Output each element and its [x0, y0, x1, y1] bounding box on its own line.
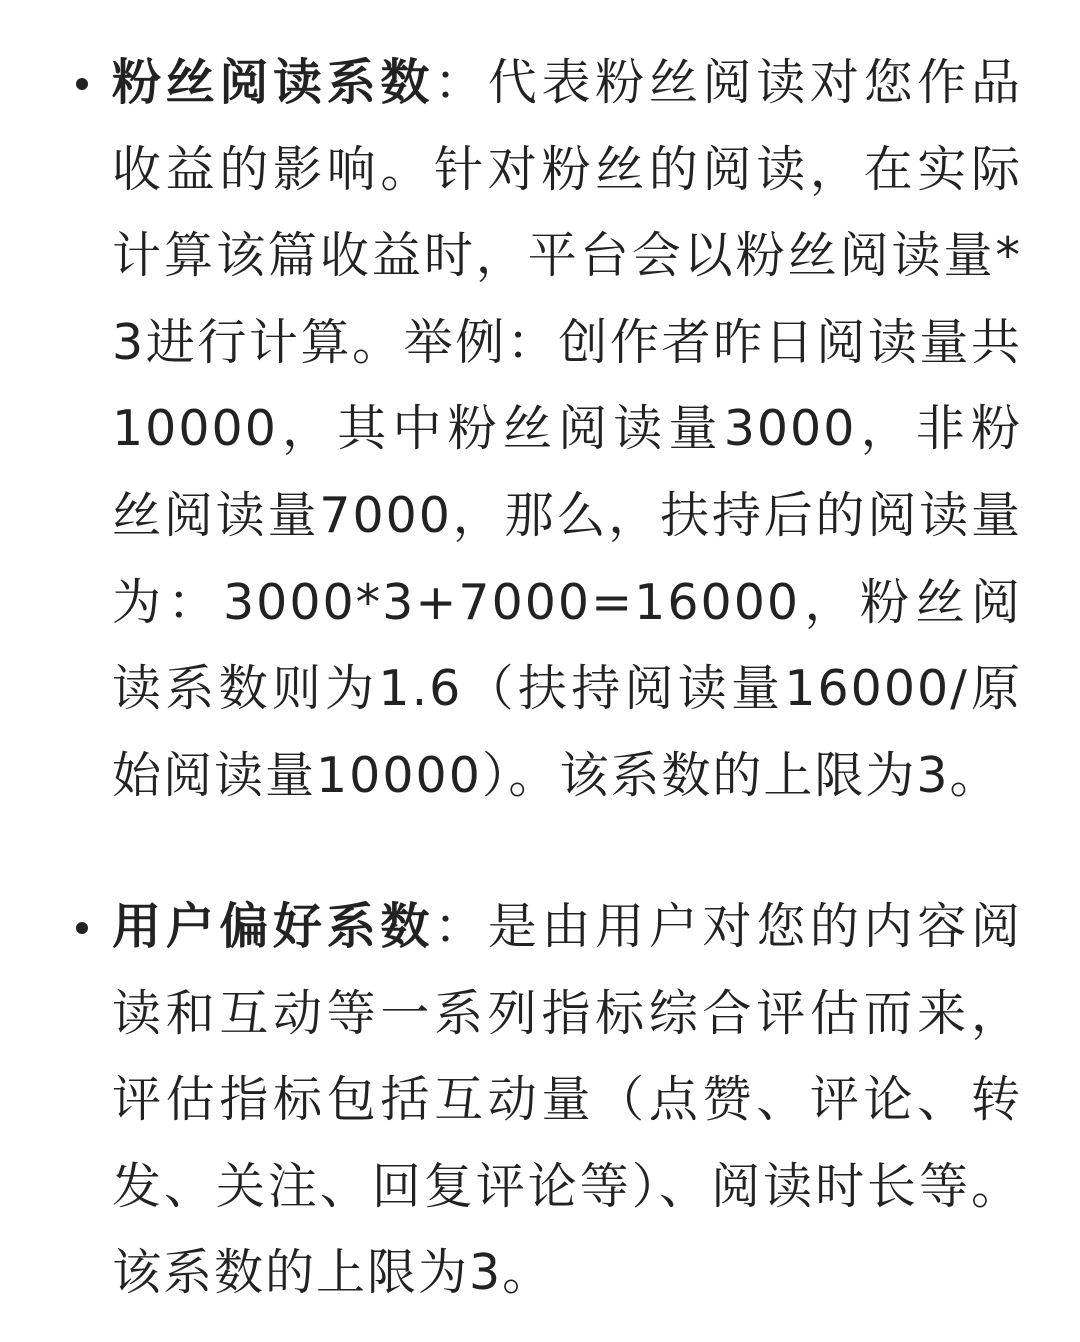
bullet-paragraph [112, 40, 1022, 819]
term-description: 是由用户对您的内容阅读和互动等一系列指标综合评估而来，评估指标包括互动量（点赞、评论、转发、关注、回复评论等）、阅读时长等。该系数的上限为3。 [112, 898, 1022, 1302]
term-separator: ： [434, 898, 488, 955]
bullet-paragraph [112, 884, 1022, 1317]
term-label: 粉丝阅读系数 [112, 54, 435, 111]
term-description: 代表粉丝阅读对您作品收益的影响。针对粉丝的阅读，在实际计算该篇收益时，平台会以粉丝阅读量*3进行计算。举例：创作者昨日阅读量共10000，其中粉丝阅读量3000，非粉丝阅读量7000，那么，扶持后的阅读量为：3000*3+7000=16000，粉丝阅读系数则为1.6（扶持阅读量16000/原始阅读量10000）。该系数的上限为3。 [112, 54, 1022, 804]
term-separator: ： [434, 54, 488, 111]
term-label: 用户偏好系数 [112, 898, 435, 955]
bullet-dot-icon [76, 922, 88, 934]
bullet-dot-icon [76, 78, 88, 90]
